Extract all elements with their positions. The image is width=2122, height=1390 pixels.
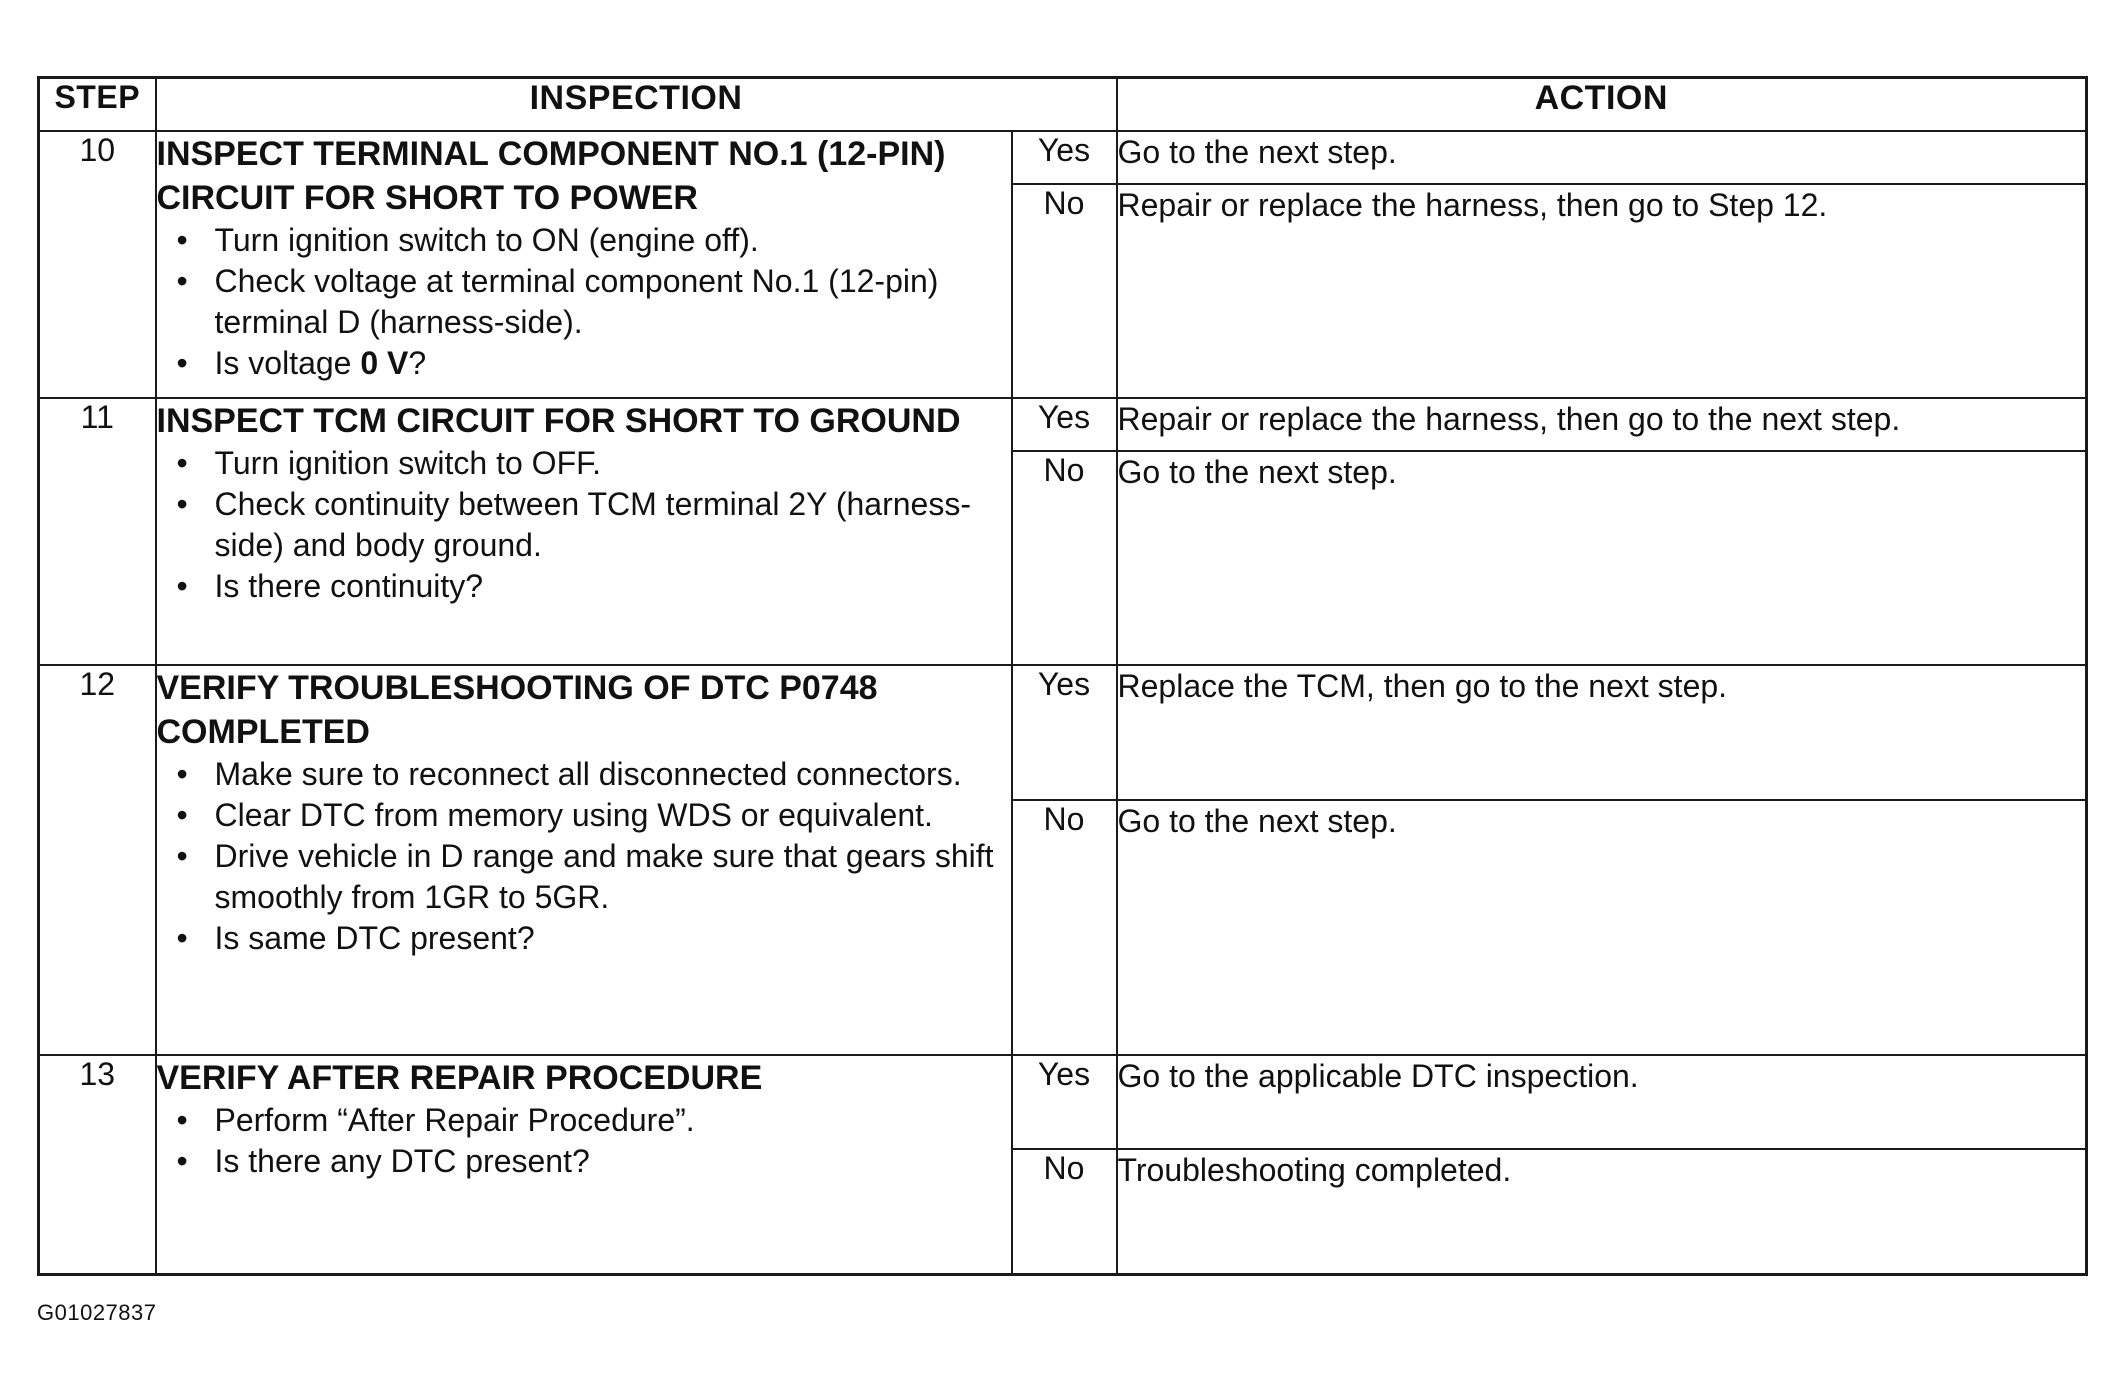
bullet-text: Is voltage [214, 345, 352, 381]
bullet-item [157, 343, 1011, 384]
figure-id: G01027837 [37, 1300, 157, 1325]
bullet-emphasis: 0 V [360, 345, 409, 381]
bullet-item: • Perform “After Repair Procedure”. [157, 1100, 1011, 1141]
inspection-title: VERIFY AFTER REPAIR PROCEDURE [156, 1059, 763, 1097]
inspection-cell [156, 665, 1012, 1055]
table-row [39, 665, 2087, 800]
bullet-item: • Check voltage at terminal component No.1 (12-pin) terminal D (harness-side). [157, 261, 1011, 343]
troubleshooting-table [37, 76, 2088, 1276]
inspection-cell [156, 398, 1012, 665]
bullet-item: • Is there any DTC present? [157, 1141, 1011, 1182]
bullet-item: • Is there continuity? [157, 566, 1011, 607]
inspection-bullets [157, 220, 1011, 384]
step-number: 13 [39, 1055, 156, 1274]
no-label: No [1012, 184, 1117, 398]
table-row [39, 1055, 2087, 1149]
bullet-item: • Is same DTC present? [157, 918, 1011, 959]
procedure-table-wrapper [37, 76, 2085, 1276]
header-step: STEP [39, 78, 156, 132]
yes-label: Yes [1012, 1055, 1117, 1149]
inspection-cell [156, 131, 1012, 398]
inspection-title: INSPECT TERMINAL COMPONENT NO.1 (12-PIN) CIRCUIT FOR SHORT TO POWER [156, 135, 946, 217]
bullet-item: • Turn ignition switch to ON (engine off). [157, 220, 1011, 261]
bullet-item: • Turn ignition switch to OFF. [157, 443, 1011, 484]
yes-label: Yes [1012, 131, 1117, 184]
yes-action: Replace the TCM, then go to the next step. [1117, 665, 2087, 800]
inspection-bullets [157, 443, 1011, 607]
bullet-item: • Check continuity between TCM terminal 2Y (harness-side) and body ground. [157, 484, 1011, 566]
table-row [39, 131, 2087, 184]
step-number: 11 [39, 398, 156, 665]
bullet-tail: ? [408, 345, 427, 381]
header-row [39, 78, 2087, 132]
inspection-title: INSPECT TCM CIRCUIT FOR SHORT TO GROUND [156, 402, 961, 440]
table-row [39, 398, 2087, 451]
inspection-bullets [157, 754, 1011, 959]
no-action: Repair or replace the harness, then go to Step 12. [1117, 184, 2087, 398]
yes-action: Go to the applicable DTC inspection. [1117, 1055, 2087, 1149]
yes-label: Yes [1012, 665, 1117, 800]
inspection-cell [156, 1055, 1012, 1274]
bullet-item: • Drive vehicle in D range and make sure that gears shift smoothly from 1GR to 5GR. [157, 836, 1011, 918]
header-inspection: INSPECTION [156, 78, 1117, 132]
no-label: No [1012, 1149, 1117, 1274]
no-action: Go to the next step. [1117, 800, 2087, 1055]
no-label: No [1012, 800, 1117, 1055]
bullet-item: • Make sure to reconnect all disconnected connectors. [157, 754, 1011, 795]
bullet-item: • Clear DTC from memory using WDS or equivalent. [157, 795, 1011, 836]
yes-label: Yes [1012, 398, 1117, 451]
yes-action: Repair or replace the harness, then go to the next step. [1117, 398, 2087, 451]
no-action: Go to the next step. [1117, 451, 2087, 665]
step-number: 10 [39, 131, 156, 398]
step-number: 12 [39, 665, 156, 1055]
no-action: Troubleshooting completed. [1117, 1149, 2087, 1274]
no-label: No [1012, 451, 1117, 665]
header-action: ACTION [1117, 78, 2087, 132]
yes-action: Go to the next step. [1117, 131, 2087, 184]
inspection-title: VERIFY TROUBLESHOOTING OF DTC P0748 COMPLETED [156, 669, 878, 751]
inspection-bullets [157, 1100, 1011, 1182]
